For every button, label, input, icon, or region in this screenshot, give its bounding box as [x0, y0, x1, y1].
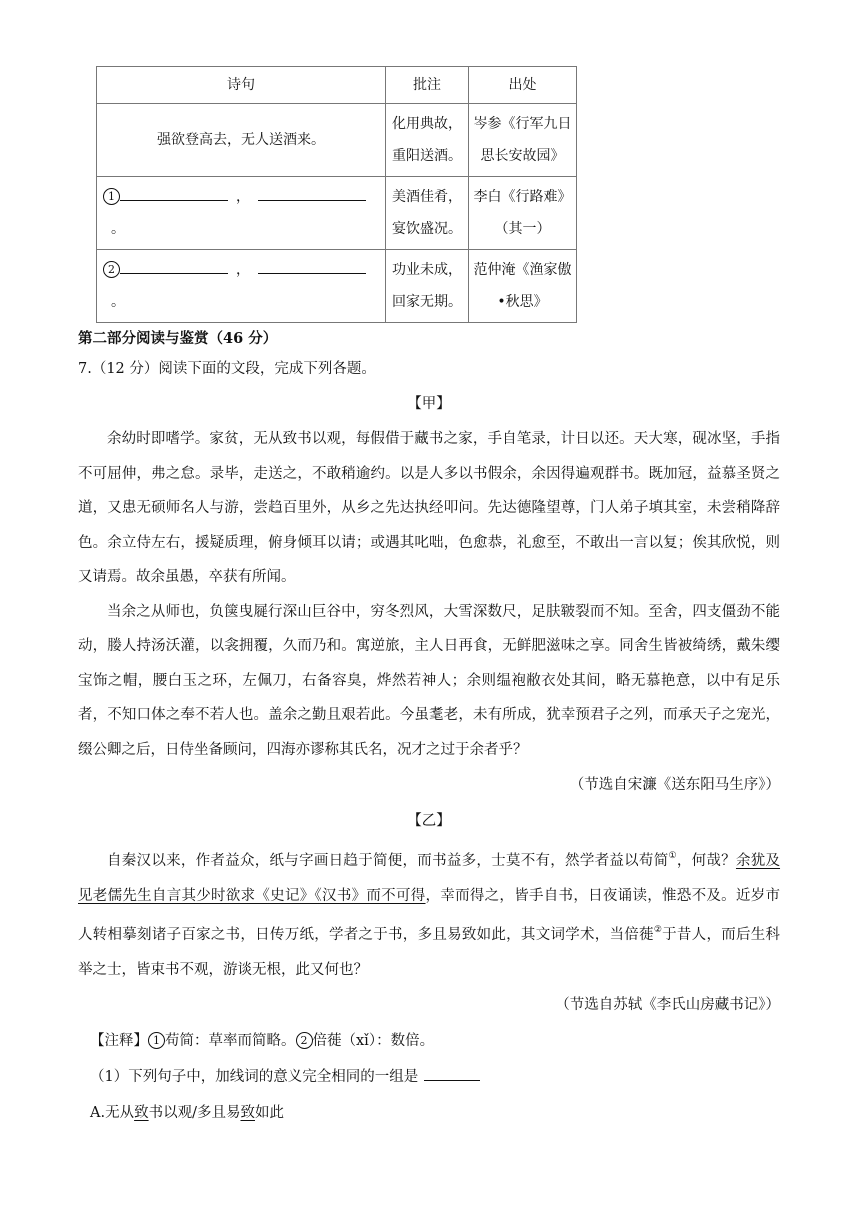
table-row — [97, 104, 577, 177]
reading-section — [78, 326, 780, 1131]
underlined-word: 致 — [134, 1105, 149, 1121]
circled-number: 1 — [148, 1032, 165, 1049]
passage-jia-paragraph: 当余之从师也，负箧曳屣行深山巨谷中，穷冬烈风，大雪深数尺，足肤皲裂而不知。至舍，四支僵劲不能动，媵人持汤沃灌，以衾拥覆，久而乃和。寓逆旅，主人日再食，无鲜肥滋味之享。同舍生皆被绮绣，戴朱缨宝饰之帽，腰白玉之环，左佩刀，右备容臭，烨然若神人；余则缊袍敝衣处其间，略无慕艳意，以中有足乐者，不知口体之奉不若人也。盖余之勤且艰若此。今虽耄老，未有所成，犹幸预君子之列，而承天子之宠光，缀公卿之后，日侍坐备顾问，四海亦谬称其氏名，况才之过于余者乎？ — [78, 603, 780, 758]
sub-question-1: （1）下列句子中，加线词的意义完全相同的一组是 — [78, 1059, 780, 1095]
table-row — [97, 177, 577, 250]
footnote-marker: ② — [653, 925, 663, 935]
circled-number: 2 — [103, 261, 120, 278]
table-header-row — [97, 67, 577, 104]
question-7: 7.（12 分）阅读下面的文段，完成下列各题。 — [78, 361, 376, 377]
annotations: 【注释】 1 苟简：草率而简略。 2 倍蓰（xǐ）：数倍。 — [90, 1033, 435, 1049]
answer-blank[interactable] — [120, 255, 228, 274]
passage-jia-title: 【甲】 — [407, 396, 451, 412]
header-source: 出处 — [469, 67, 577, 104]
option-a: A.无从致书以观/多且易致如此 — [90, 1105, 284, 1121]
poem-source: 李白《行路难》 （其一） — [469, 177, 577, 250]
underlined-word: 致 — [240, 1105, 255, 1121]
poem-fill-blank: 1 ，。 — [97, 177, 386, 250]
header-poem: 诗句 — [97, 67, 386, 104]
poem-source: 范仲淹《渔家傲 •秋思》 — [469, 250, 577, 323]
poem-note: 化用典故， 重阳送酒。 — [386, 104, 469, 177]
answer-blank[interactable] — [120, 182, 228, 201]
table-row — [97, 250, 577, 323]
circled-number: 1 — [103, 188, 120, 205]
section-title: 第二部分阅读与鉴赏（46 分） — [78, 330, 278, 347]
poem-note: 功业未成， 回家无期。 — [386, 250, 469, 323]
poem-table — [96, 66, 577, 323]
underlined-sentence: 余犹及见老儒先生自言其少时欲求《史记》《汉书》而不可得 — [78, 853, 781, 904]
answer-blank[interactable] — [424, 1064, 480, 1081]
passage-jia-source: （节选自宋濂《送东阳马生序》） — [569, 777, 780, 793]
poem-fill-blank: 2 ，。 — [97, 250, 386, 323]
passage-yi-paragraph: 自秦汉以来，作者益众，纸与字画日趋于简便，而书益多，士莫不有，然学者益以苟简①，何哉？余犹及见老儒先生自言其少时欲求《史记》《汉书》而不可得，幸而得之，皆手自书，日夜诵读，惟恐不及。近岁市人转相摹刻诸子百家之书，日传万纸，学者之于书，多且易致如此，其文词学术，当倍蓰②于昔人，而后生科举之士，皆束书不观，游谈无根，此又何也？ — [78, 851, 781, 978]
header-note: 批注 — [386, 67, 469, 104]
circled-number: 2 — [296, 1032, 313, 1049]
poem-source: 岑参《行军九日 思长安故园》 — [469, 104, 577, 177]
answer-blank[interactable] — [258, 255, 366, 274]
poem-note: 美酒佳肴， 宴饮盛况。 — [386, 177, 469, 250]
passage-yi-title: 【乙】 — [407, 813, 451, 829]
passage-jia-paragraph: 余幼时即嗜学。家贫，无从致书以观，每假借于藏书之家，手自笔录，计日以还。天大寒，砚冰坚，手指不可屈伸，弗之怠。录毕，走送之，不敢稍逾约。以是人多以书假余，余因得遍观群书。既加冠，益慕圣贤之道，又患无硕师名人与游，尝趋百里外，从乡之先达执经叩问。先达德隆望尊，门人弟子填其室，未尝稍降辞色。余立侍左右，援疑质理，俯身倾耳以请；或遇其叱咄，色愈恭，礼愈至，不敢出一言以复；俟其欣悦，则又请焉。故余虽愚，卒获有所闻。 — [78, 431, 780, 585]
poem-line: 强欲登高去，无人送酒来。 — [97, 104, 386, 177]
passage-yi-source: （节选自苏轼《李氏山房藏书记》） — [555, 997, 780, 1013]
answer-blank[interactable] — [258, 182, 366, 201]
footnote-marker: ① — [668, 851, 677, 861]
